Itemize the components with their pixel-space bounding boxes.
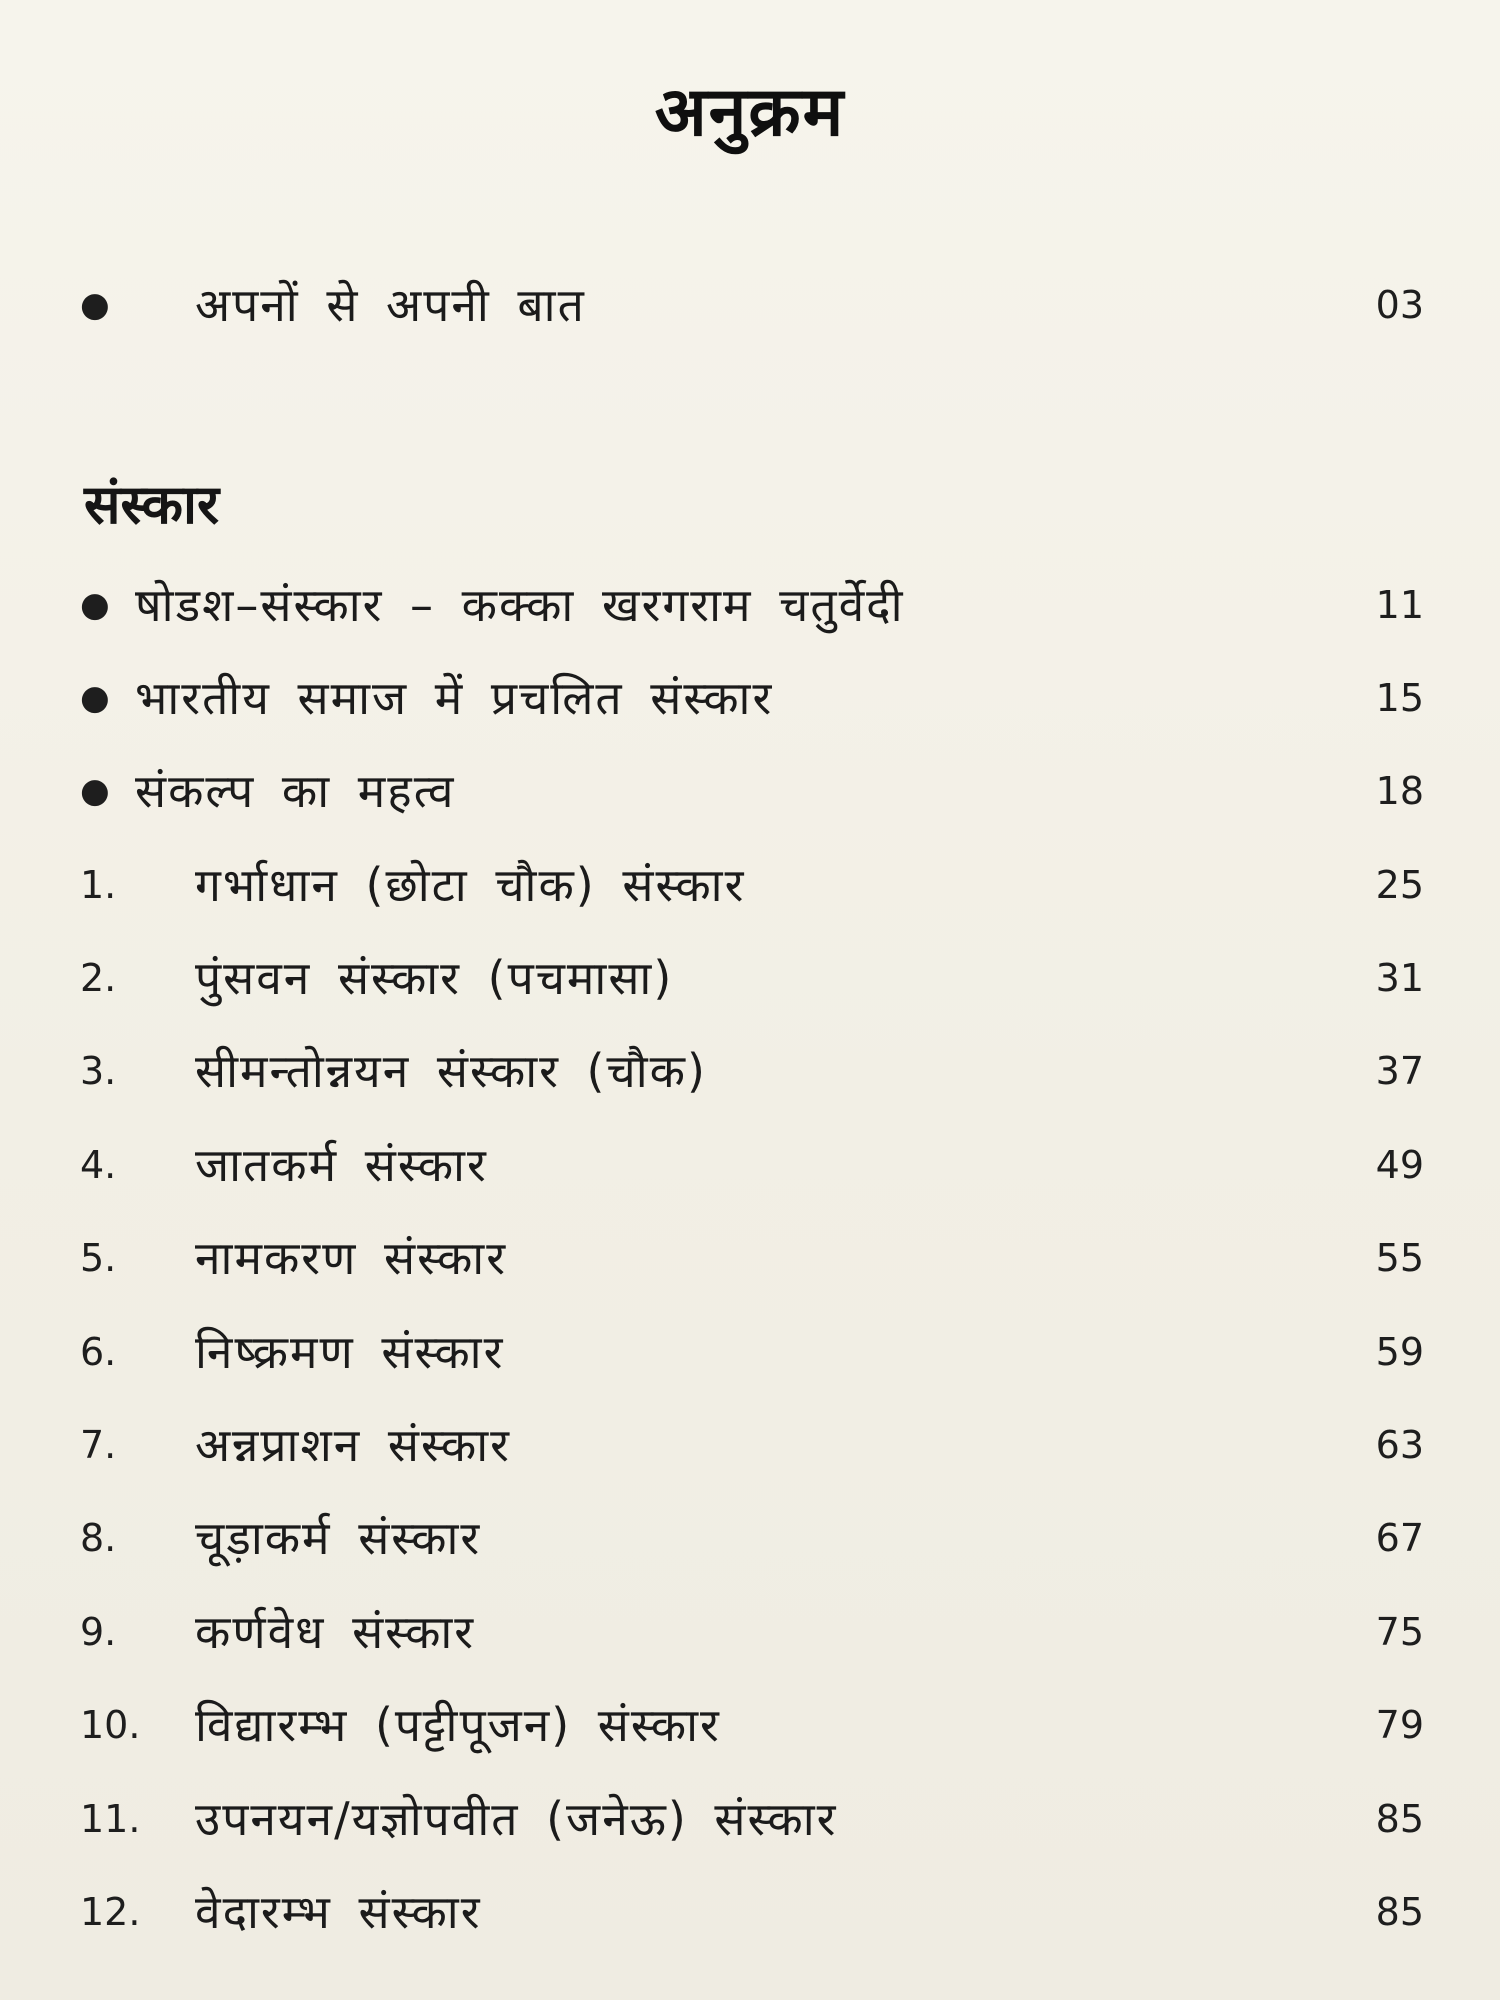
toc-entry[interactable] — [0, 1498, 1500, 1578]
entry-page-number: 15 — [1375, 676, 1424, 720]
toc-entry[interactable] — [0, 1312, 1500, 1392]
entry-title: सीमन्तोन्नयन संस्कार (चौक) — [195, 1044, 707, 1098]
entry-title: कर्णवेध संस्कार — [195, 1605, 476, 1659]
entry-number: 6. — [80, 1330, 117, 1374]
toc-entry[interactable] — [0, 1872, 1500, 1952]
page-title: अनुक्रम — [654, 73, 846, 152]
bullet-icon: ● — [80, 285, 110, 325]
toc-entry[interactable] — [0, 1779, 1500, 1859]
entry-title: जातकर्म संस्कार — [195, 1138, 488, 1192]
entry-title: संकल्प का महत्व — [135, 764, 456, 818]
entry-title: निष्क्रमण संस्कार — [195, 1325, 505, 1379]
entry-title: अन्नप्राशन संस्कार — [195, 1418, 511, 1472]
entry-page-number: 55 — [1375, 1236, 1424, 1280]
entry-page-number: 59 — [1375, 1330, 1424, 1374]
entry-page-number: 79 — [1375, 1703, 1424, 1747]
entry-number: 7. — [80, 1423, 117, 1467]
entry-title: विद्यारम्भ (पट्टीपूजन) संस्कार — [195, 1698, 721, 1752]
entry-page-number: 31 — [1375, 956, 1424, 1000]
entry-page-number: 85 — [1375, 1797, 1424, 1841]
toc-entry[interactable] — [0, 1592, 1500, 1672]
bullet-icon: ● — [80, 678, 110, 718]
toc-entry[interactable] — [0, 845, 1500, 925]
toc-entry[interactable] — [0, 938, 1500, 1018]
entry-title: पुंसवन संस्कार (पचमासा) — [195, 951, 674, 1005]
toc-entry[interactable] — [0, 1405, 1500, 1485]
entry-number: 1. — [80, 863, 117, 907]
entry-page-number: 49 — [1375, 1143, 1424, 1187]
entry-title: भारतीय समाज में प्रचलित संस्कार — [135, 671, 774, 725]
toc-entry-bullet[interactable] — [0, 658, 1500, 738]
entry-number: 4. — [80, 1143, 117, 1187]
toc-entry[interactable] — [0, 1685, 1500, 1765]
entry-number: 11. — [80, 1797, 141, 1841]
toc-entry-bullet[interactable] — [0, 751, 1500, 831]
entry-title: षोडश–संस्कार – कक्का खरगराम चतुर्वेदी — [135, 578, 905, 632]
entry-title: गर्भाधान (छोटा चौक) संस्कार — [195, 858, 746, 912]
entry-page-number: 67 — [1375, 1516, 1424, 1560]
entry-number: 9. — [80, 1610, 117, 1654]
entry-title: नामकरण संस्कार — [195, 1231, 508, 1285]
toc-entry[interactable] — [0, 1031, 1500, 1111]
entry-page-number: 25 — [1375, 863, 1424, 907]
entry-number: 12. — [80, 1890, 141, 1934]
entry-page-number: 63 — [1375, 1423, 1424, 1467]
bullet-icon: ● — [80, 771, 110, 811]
toc-entry-bullet[interactable] — [0, 565, 1500, 645]
entry-page-number: 11 — [1375, 583, 1424, 627]
entry-page-number: 85 — [1375, 1890, 1424, 1934]
entry-number: 8. — [80, 1516, 117, 1560]
toc-entry[interactable] — [0, 1125, 1500, 1205]
entry-number: 5. — [80, 1236, 117, 1280]
entry-number: 2. — [80, 956, 117, 1000]
section-heading: संस्कार — [84, 473, 220, 536]
entry-title: अपनों से अपनी बात — [195, 278, 586, 332]
entry-page-number: 37 — [1375, 1049, 1424, 1093]
entry-page-number: 03 — [1375, 283, 1424, 327]
entry-number: 3. — [80, 1049, 117, 1093]
entry-title: उपनयन/यज्ञोपवीत (जनेऊ) संस्कार — [195, 1792, 838, 1846]
entry-page-number: 18 — [1375, 769, 1424, 813]
entry-title: वेदारम्भ संस्कार — [195, 1885, 482, 1939]
entry-page-number: 75 — [1375, 1610, 1424, 1654]
entry-title: चूड़ाकर्म संस्कार — [195, 1511, 482, 1565]
bullet-icon: ● — [80, 585, 110, 625]
toc-entry-intro[interactable] — [0, 265, 1500, 345]
toc-entry[interactable] — [0, 1218, 1500, 1298]
entry-number: 10. — [80, 1703, 141, 1747]
